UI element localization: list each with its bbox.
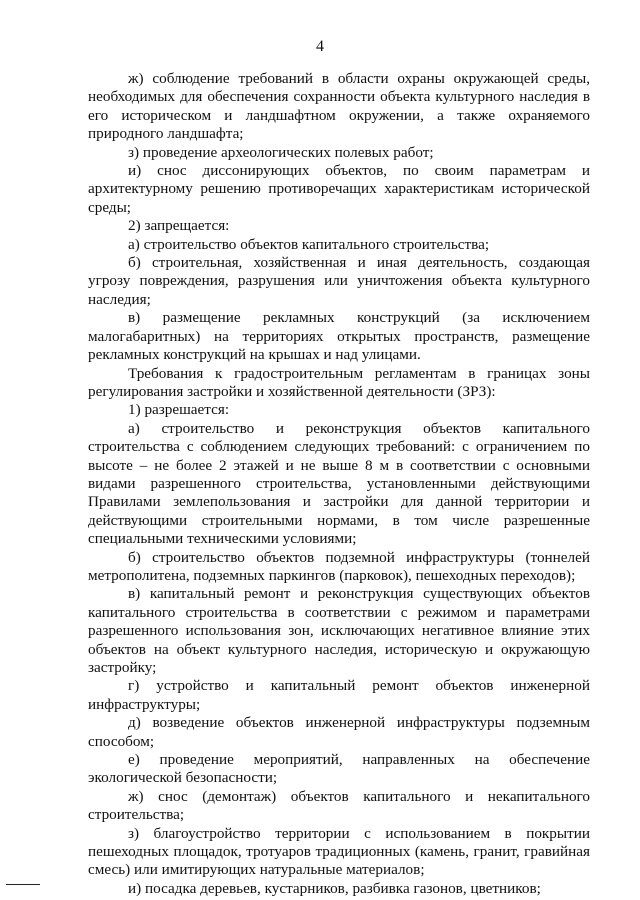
paragraph-allowed-b: б) строительство объектов подземной инфраструктуры (тоннелей метрополитена, подземных паркингов (парковок), пешеходных переходов);	[88, 548, 590, 584]
paragraph-zrz-requirements: Требования к градостроительным регламентам в границах зоны регулирования застройки и хозяйственной деятельности (ЗРЗ):	[88, 364, 590, 400]
paragraph-allowed-zh: ж) снос (демонтаж) объектов капитального и некапитального строительства;	[88, 787, 590, 824]
paragraph-allowed-v: в) капитальный ремонт и реконструкция существующих объектов капитального строительства в соответствии с режимом и параметрами разрешенного использования зон, исключающих негативное влияние этих объектов на объект культурного наследия, историческую и окружающую застройку;	[88, 585, 590, 676]
paragraph-item-z: з) проведение археологических полевых работ;	[128, 143, 434, 161]
document-body	[88, 70, 590, 898]
paragraph-allowed-e: е) проведение мероприятий, направленных на обеспечение экологической безопасности;	[88, 751, 590, 787]
paragraph-item-zh: ж) соблюдение требований в области охраны окружающей среды, необходимых для обеспечения сохранности объекта культурного наследия в его историческом и ландшафтном окружении, а также охраняемого природного ландшафта;	[88, 70, 590, 143]
paragraph-prohibited-b: б) строительная, хозяйственная и иная деятельность, создающая угрозу повреждения, разрушения или уничтожения объекта культурного наследия;	[88, 254, 590, 308]
paragraph-allowed-g: г) устройство и капитальный ремонт объектов инженерной инфраструктуры;	[88, 677, 590, 713]
paragraph-prohibited-a: а) строительство объектов капитального строительства;	[128, 235, 490, 253]
paragraph-item-i: и) снос диссонирующих объектов, по своим параметрам и архитектурному решению противоречащих характеристикам исторической среды;	[88, 162, 590, 216]
paragraph-allowed-heading: 1) разрешается:	[128, 401, 230, 419]
paragraph-prohibited-v: в) размещение рекламных конструкций (за исключением малогабаритных) на территориях открытых пространств, размещение рекламных конструкций на крышах и над улицами.	[88, 309, 590, 364]
page-number: 4	[316, 38, 324, 55]
paragraph-allowed-d: д) возведение объектов инженерной инфраструктуры подземным способом;	[88, 714, 590, 750]
footer-rule-line	[6, 884, 40, 885]
paragraph-allowed-i: и) посадка деревьев, кустарников, разбивка газонов, цветников;	[128, 879, 541, 897]
paragraph-allowed-z: з) благоустройство территории с использованием в покрытии пешеходных площадок, тротуаров традиционных (камень, гранит, гравийная смесь) или имитирующих натуральные материалов;	[88, 824, 590, 879]
paragraph-allowed-a: а) строительство и реконструкция объектов капитального строительства с соблюдением следующих требований: с ограничением по высоте – не более 2 этажей и не выше 8 м в соответствии с основными видами разрешенного строительства, установленными действующими Правилами землепользования и застройки для данной территории и действующими строительными нормами, в том числе разрешенные специальными техническими условиями;	[88, 419, 590, 548]
paragraph-prohibited-heading: 2) запрещается:	[128, 217, 230, 235]
